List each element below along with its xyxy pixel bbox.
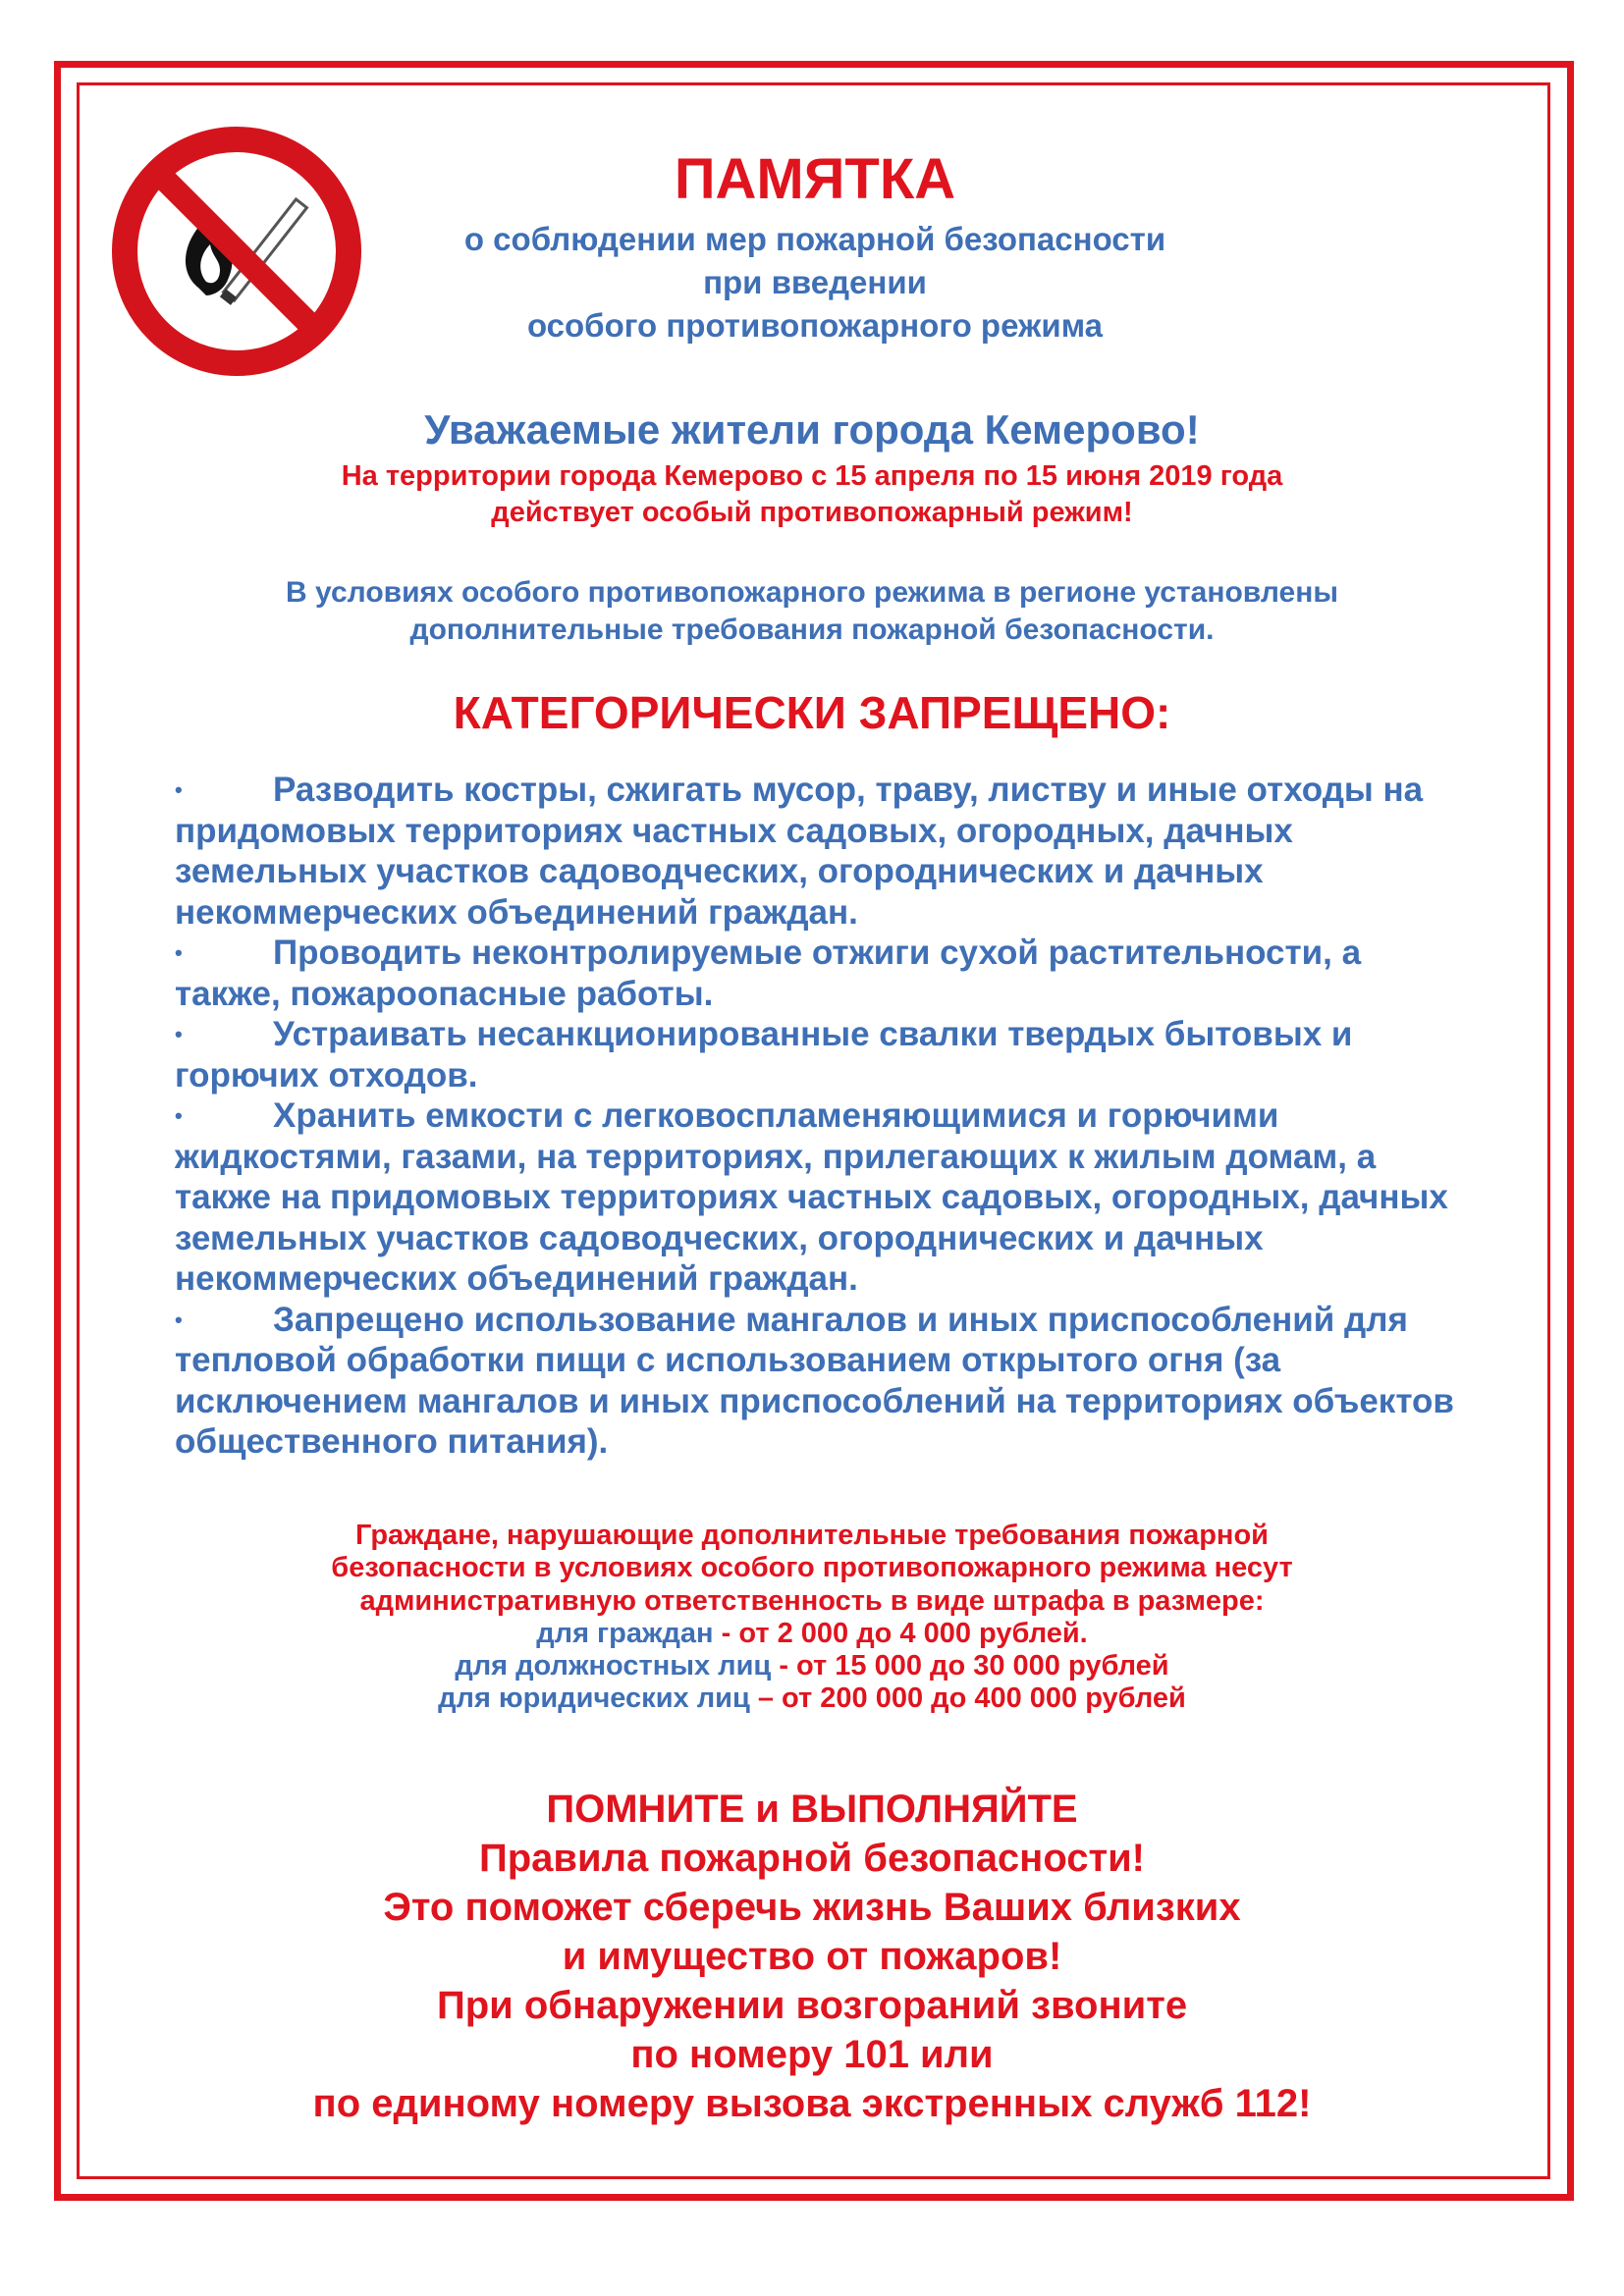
bullet-icon: • xyxy=(175,1103,183,1128)
prohibition-text: Хранить емкости с легковоспламеняющимися и горючими жидкостями, газами, на территориях, прилегающих к жилым домам, а также на придомовых территориях частных садовых, огородных, дачных земельных участков садоводческих, огороднических и дачных некоммерческих объединений граждан. xyxy=(175,1096,1448,1298)
prohibition-text: Проводить неконтролируемые отжиги сухой растительности, а также, пожароопасные работы. xyxy=(175,934,1362,1013)
fine-amount: – от 200 000 до 400 000 рублей xyxy=(749,1682,1186,1715)
subtitle-line: при введении xyxy=(703,264,927,300)
prohibition-text: Запрещено использование мангалов и иных приспособлений для тепловой обработки пищи с использованием открытого огня (за исключением мангалов и иных приспособлений на территориях объектов общественного питания). xyxy=(175,1300,1454,1461)
bullet-icon: • xyxy=(175,777,183,802)
list-item xyxy=(175,933,1461,1014)
prohibition-text: Устраивать несанкционированные свалки твердых бытовых и горючих отходов. xyxy=(175,1015,1353,1095)
fine-amount: - от 2 000 до 4 000 рублей. xyxy=(713,1617,1088,1649)
bullet-icon: • xyxy=(175,940,183,965)
bullet-icon: • xyxy=(175,1307,183,1332)
prohibitions-list xyxy=(175,770,1461,1463)
subtitle-line: о соблюдении мер пожарной безопасности xyxy=(463,221,1166,257)
conditions-line: В условиях особого противопожарного режима в регионе установлены xyxy=(286,576,1338,609)
fines-section xyxy=(147,1520,1477,1716)
list-item xyxy=(175,1014,1461,1095)
greeting: Уважаемые жители города Кемерово! xyxy=(424,406,1200,453)
notice-line: действует особый противопожарный режим! xyxy=(491,497,1133,528)
fine-citizens xyxy=(147,1618,1477,1650)
notice-line: На территории города Кемерово с 15 апреля по 15 июня 2019 года xyxy=(341,460,1283,492)
reminder-line: Это поможет сберечь жизнь Ваших близких xyxy=(383,1886,1241,1929)
fine-legal-entities xyxy=(147,1682,1477,1715)
reminder-block xyxy=(147,1785,1477,2128)
ban-heading: КАТЕГОРИЧЕСКИ ЗАПРЕЩЕНО: xyxy=(453,687,1171,738)
fine-who: для юридических лиц xyxy=(438,1682,750,1715)
fine-who: для граждан xyxy=(536,1617,714,1649)
subtitle xyxy=(324,218,1306,347)
list-item xyxy=(175,770,1461,933)
subtitle-line: особого противопожарного режима xyxy=(526,307,1104,344)
fine-officials xyxy=(147,1650,1477,1682)
fines-intro-line: административную ответственность в виде штрафа в размере: xyxy=(359,1584,1265,1617)
reminder-line: по единому номеру вызова экстренных служб 112! xyxy=(312,2082,1312,2125)
prohibition-text: Разводить костры, сжигать мусор, траву, листву и иные отходы на придомовых территориях частных садовых, огородных, дачных земельных участков садоводческих, огороднических и дачных некоммерческих объединений граждан. xyxy=(175,771,1424,932)
fine-amount: - от 15 000 до 30 000 рублей xyxy=(771,1650,1169,1682)
regime-notice xyxy=(147,458,1477,531)
conditions-text xyxy=(147,574,1477,649)
reminder-line: ПОМНИТЕ и ВЫПОЛНЯЙТЕ xyxy=(546,1788,1078,1831)
bullet-icon: • xyxy=(175,1022,183,1046)
conditions-line: дополнительные требования пожарной безопасности. xyxy=(409,614,1215,646)
page-title: ПАМЯТКА xyxy=(674,147,956,211)
reminder-line: Правила пожарной безопасности! xyxy=(478,1837,1145,1880)
reminder-line: и имущество от пожаров! xyxy=(562,1935,1062,1978)
fines-intro-line: Граждане, нарушающие дополнительные требования пожарной xyxy=(355,1520,1269,1551)
reminder-line: по номеру 101 или xyxy=(630,2033,994,2076)
fines-intro-line: безопасности в условиях особого противопожарного режима несут xyxy=(331,1552,1293,1584)
reminder-line: При обнаружении возгораний звоните xyxy=(436,1984,1188,2027)
list-item xyxy=(175,1095,1461,1300)
list-item xyxy=(175,1300,1461,1463)
fine-who: для должностных лиц xyxy=(455,1650,772,1682)
